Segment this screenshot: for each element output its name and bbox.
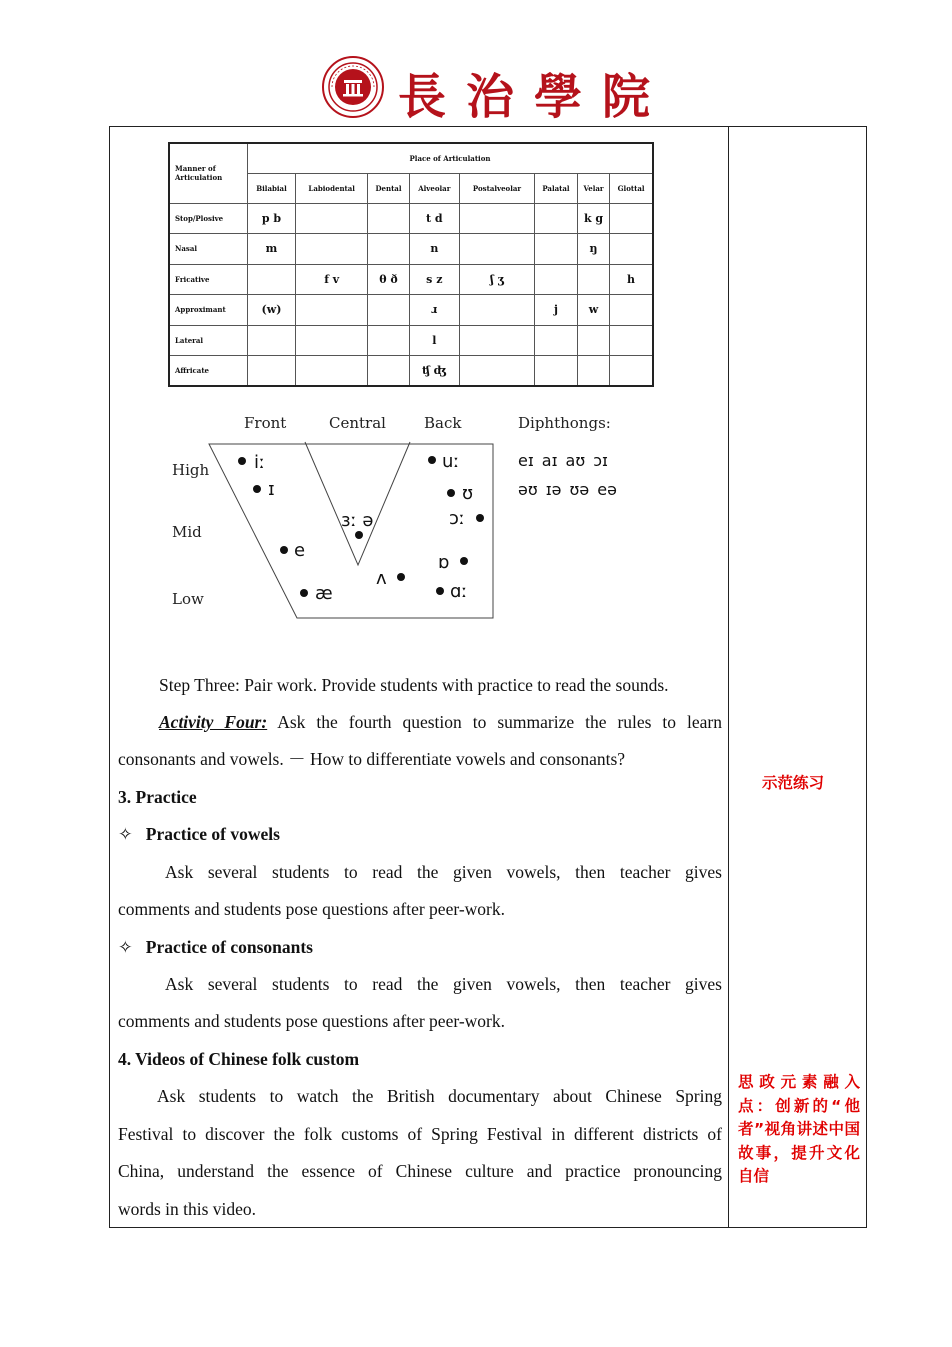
diphthong-symbol: aɪ [541, 451, 558, 470]
consonant-cell [296, 295, 368, 326]
consonant-cell: t d [409, 203, 460, 234]
high-label: High [172, 461, 210, 479]
consonant-cell: l [409, 325, 460, 356]
consonant-cell [368, 356, 409, 387]
step-three-text: Step Three: Pair work. Provide students with practice to read the sounds. [159, 675, 669, 695]
videos-heading: 4. Videos of Chinese folk custom [118, 1049, 360, 1069]
back-label: Back [424, 414, 462, 432]
note-ideology-point: 思政元素融入点：创新的“他者”视角讲述中国故事，提升文化自信 [738, 1073, 860, 1185]
low-label: Low [172, 590, 204, 608]
consonant-cell [296, 325, 368, 356]
diphthong-symbol: əʊ [518, 480, 538, 499]
bullet-icon: ✧ [118, 824, 133, 844]
consonant-cell [368, 203, 409, 234]
vowels-bullet-heading [118, 824, 280, 844]
vowels-line-2: comments and students pose questions after peer-work. [118, 899, 505, 919]
column-header: Bilabial [248, 173, 296, 203]
consonants-line-2: comments and students pose questions after peer-work. [118, 1011, 505, 1031]
consonant-cell: (w) [248, 295, 296, 326]
consonant-cell: ʧ ʤ [409, 356, 460, 387]
consonant-cell [460, 203, 535, 234]
diphthongs-label: Diphthongs: [518, 414, 611, 432]
consonant-rows [169, 203, 653, 386]
videos-line-2: Festival to discover the folk customs of Spring Festival in different districts of [118, 1124, 722, 1144]
consonant-cell [610, 234, 653, 265]
row-label: Approximant [169, 295, 248, 326]
place-label: Place of Articulation [248, 143, 654, 173]
consonant-row [169, 325, 653, 356]
consonant-cell [610, 203, 653, 234]
row-label: Nasal [169, 234, 248, 265]
consonant-cell [368, 234, 409, 265]
bullet-icon: ✧ [118, 937, 133, 957]
consonant-cell [296, 234, 368, 265]
consonant-chart [168, 142, 654, 387]
diphthong-row-2 [518, 479, 625, 500]
vowel-i-short: ɪ [268, 479, 275, 500]
consonant-cell: m [248, 234, 296, 265]
mid-label: Mid [172, 523, 202, 541]
consonant-cell [460, 295, 535, 326]
consonant-row [169, 295, 653, 326]
column-header: Postalveolar [460, 173, 535, 203]
column-header: Dental [368, 173, 409, 203]
column-header: Palatal [534, 173, 577, 203]
consonant-cell [368, 325, 409, 356]
consonant-cell [577, 264, 609, 295]
consonant-cell [534, 325, 577, 356]
consonant-cell: j [534, 295, 577, 326]
column-header: Labiodental [296, 173, 368, 203]
diphthong-symbol: ɪə [545, 480, 562, 499]
row-label: Lateral [169, 325, 248, 356]
videos-line-3: China, understand the essence of Chinese culture and practice pronouncing [118, 1161, 722, 1181]
activity-four-continuation: consonants and vowels. － How to differentiate vowels and consonants? [118, 749, 626, 769]
consonant-cell [296, 203, 368, 234]
consonant-cell: f v [296, 264, 368, 295]
vowel-o-short: ɒ [438, 552, 450, 573]
vowel-e: e [294, 540, 306, 561]
consonant-cell [610, 295, 653, 326]
consonant-cell [248, 356, 296, 387]
vowel-wedge: ʌ [376, 568, 387, 589]
central-label: Central [329, 414, 386, 432]
row-label: Stop/Plosive [169, 203, 248, 234]
vowel-ae: æ [315, 583, 333, 604]
activity-four-text: Ask the fourth question to summarize the rules to learn [277, 712, 722, 732]
note-demo-practice: 示范练习 [762, 774, 825, 792]
consonants-bullet-heading [118, 937, 313, 957]
consonant-row [169, 234, 653, 265]
vowels-heading: Practice of vowels [145, 824, 280, 844]
diphthong-symbol: aʊ [565, 451, 586, 470]
consonant-cell [368, 295, 409, 326]
consonant-cell [460, 234, 535, 265]
row-label: Affricate [169, 356, 248, 387]
videos-line-4: words in this video. [118, 1199, 257, 1219]
vowel-schwa: ɜː ə [341, 510, 374, 531]
vowel-u-short: ʊ [462, 483, 474, 504]
diphthong-symbol: eɪ [518, 451, 534, 470]
corner-label: Manner of Articulation [169, 143, 248, 203]
row-label: Fricative [169, 264, 248, 295]
diphthong-symbol: ɔɪ [593, 451, 608, 470]
consonants-heading: Practice of consonants [145, 937, 313, 957]
vowel-open-o: ɔː [449, 508, 465, 529]
consonant-cell: θ ð [368, 264, 409, 295]
consonant-cell: ʃ ʒ [460, 264, 535, 295]
activity-four-line [159, 712, 722, 732]
vowels-line-1: Ask several students to read the given vowels, then teacher gives [165, 862, 722, 882]
consonant-cell [610, 325, 653, 356]
consonant-cell: p b [248, 203, 296, 234]
central-wedge [305, 442, 410, 565]
diphthong-row-1 [518, 450, 616, 471]
front-label: Front [244, 414, 287, 432]
consonant-cell [577, 356, 609, 387]
consonant-cell: n [409, 234, 460, 265]
consonant-cell [534, 234, 577, 265]
vowel-a-long: ɑː [450, 581, 468, 602]
consonants-line-1: Ask several students to read the given vowels, then teacher gives [165, 974, 722, 994]
consonant-cell [460, 356, 535, 387]
vowel-u-long: uː [442, 451, 460, 472]
consonant-cell [534, 203, 577, 234]
consonant-cell [534, 264, 577, 295]
activity-four-label: Activity Four: [159, 712, 268, 732]
consonant-cell [577, 325, 609, 356]
consonant-cell: ɹ [409, 295, 460, 326]
school-name-calligraphy: 長治學院 [398, 69, 671, 125]
consonant-cell [296, 356, 368, 387]
column-header: Glottal [610, 173, 653, 203]
videos-line-1: Ask students to watch the British documentary about Chinese Spring [157, 1086, 722, 1106]
practice-heading: 3. Practice [118, 787, 197, 807]
consonant-cell: w [577, 295, 609, 326]
consonant-cell [248, 325, 296, 356]
column-divider [728, 126, 729, 1227]
consonant-cell: h [610, 264, 653, 295]
vowel-i-long: iː [254, 452, 266, 473]
consonant-row [169, 356, 653, 387]
consonant-cell [460, 325, 535, 356]
consonant-cell: ŋ [577, 234, 609, 265]
consonant-cell [610, 356, 653, 387]
diphthong-symbol: ʊə [569, 480, 590, 499]
diphthong-symbol: eə [597, 480, 617, 499]
consonant-row [169, 203, 653, 234]
university-seal-logo [322, 56, 384, 118]
page-header [0, 52, 952, 124]
consonant-cell: s z [409, 264, 460, 295]
consonant-cell [534, 356, 577, 387]
consonant-cell: k g [577, 203, 609, 234]
vowel-chart [160, 405, 660, 630]
column-header: Velar [577, 173, 609, 203]
consonant-row [169, 264, 653, 295]
column-header: Alveolar [409, 173, 460, 203]
consonant-cell [248, 264, 296, 295]
